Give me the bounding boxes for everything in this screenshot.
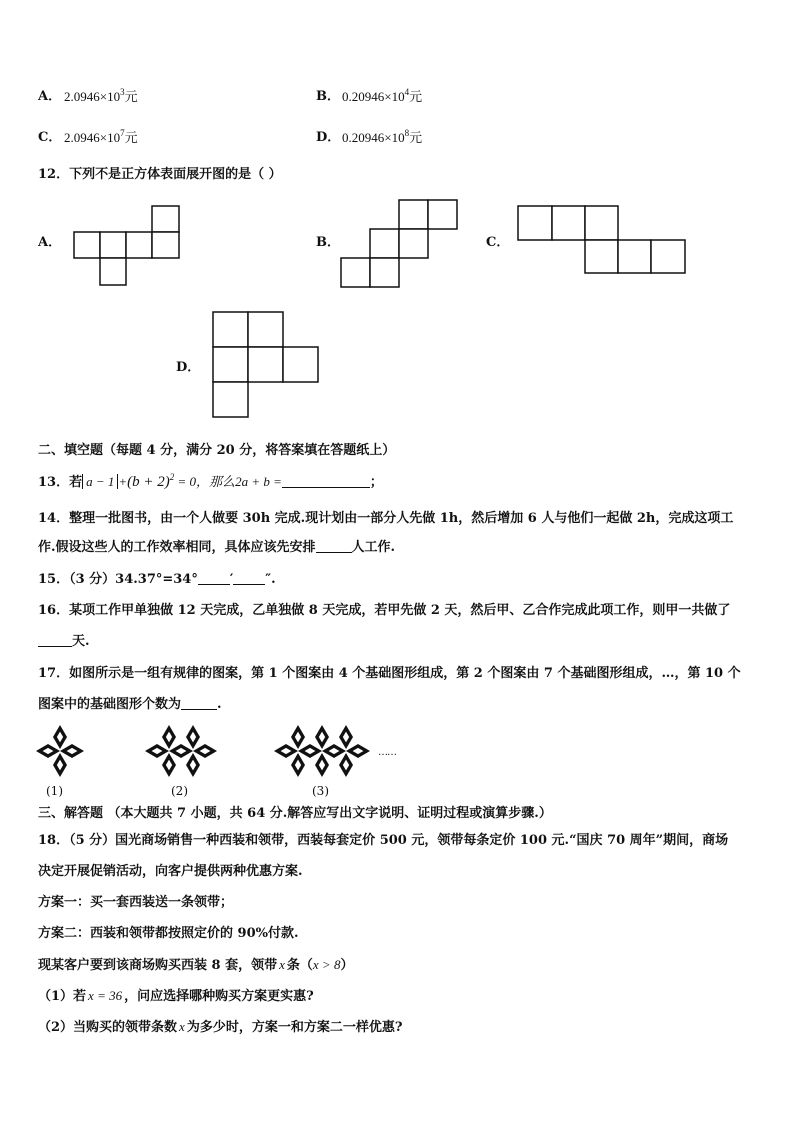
pattern-diamond <box>53 753 67 777</box>
q16-line2: 天. <box>38 634 90 650</box>
q18-sub2: （2）当购买的领带条数 x 为多少时，方案一和方案二一样优惠? <box>38 1019 403 1035</box>
q17-line2: 图案中的基础图形个数为 . <box>38 697 222 712</box>
option-d-value: $0.20946\times 10^8$元 <box>342 128 423 145</box>
pattern-diamond <box>291 753 305 777</box>
q17-line1: 17．如图所示是一组有规律的图案，第 1 个图案由 4 个基础图形组成，第 2 个图案由 7 个基础图形组成，…，第 10 个 <box>38 666 741 681</box>
pattern-caption-2: (2) <box>171 784 188 798</box>
option-a-label: A． <box>38 89 62 104</box>
q18-plan1: 方案一：买一套西装送一条领带； <box>38 895 234 910</box>
q18-line5: 现某客户要到该商场购买西装 8 套，领带 x 条（x > 8） <box>38 957 354 973</box>
q18-sub1: （1）若 x = 36 ，问应选择哪种购买方案更实惠? <box>38 988 314 1004</box>
option-d-label: D． <box>316 130 341 145</box>
pattern-diamond <box>339 753 353 777</box>
pattern-diamond <box>53 725 67 749</box>
q12-stem: 12．下列不是正方体表面展开图的是（ ） <box>38 167 282 182</box>
pattern-caption-1: (1) <box>46 784 63 798</box>
pattern-diamond <box>193 744 217 758</box>
pattern-diamond <box>145 744 169 758</box>
q12-option-a-label: A． <box>38 235 62 250</box>
q12-option-d-label: D． <box>176 360 201 375</box>
option-a-value: $2.0946\times 10^3$元 <box>64 87 138 104</box>
option-c-label: C． <box>38 130 62 145</box>
q18-line1: 18．（5 分）国光商场销售一种西装和领带，西装每套定价 500 元，领带每条定价 100 元.“国庆 70 周年”期间，商场 <box>38 833 729 848</box>
q12-option-c-label: C． <box>486 235 510 250</box>
pattern-ellipsis: …… <box>378 747 396 758</box>
section3-title: 三、解答题 （本大题共 7 小题，共 64 分.解答应写出文字说明、证明过程或演算步骤.） <box>38 806 552 821</box>
q18-line2: 决定开展促销活动，向客户提供两种优惠方案. <box>38 864 303 879</box>
pattern-diamond <box>162 753 176 777</box>
option-b-label: B． <box>316 89 340 104</box>
section2-title: 二、填空题（每题 4 分，满分 20 分，将答案填在答题纸上） <box>38 443 396 458</box>
pattern-diamond <box>298 744 322 758</box>
q12-option-b-label: B． <box>316 235 340 250</box>
pattern-diamond <box>315 753 329 777</box>
pattern-diamond <box>339 725 353 749</box>
q13-text: 13．若 $a - 1 +(b + 2)^2 = 0$，那么2a + b = ； <box>38 472 383 490</box>
q14-line1: 14．整理一批图书，由一个人做要 30h 完成.现计划由一部分人先做 1h，然后增加 6 人与他们一起做 2h，完成这项工 <box>38 511 734 526</box>
pattern-diamond <box>162 725 176 749</box>
q18-plan2: 方案二：西装和领带都按照定价的 90%付款. <box>38 926 299 941</box>
pattern-diamond <box>322 744 346 758</box>
pattern-diamond <box>36 744 60 758</box>
pattern-diamond <box>60 744 84 758</box>
pattern-diamond <box>169 744 193 758</box>
pattern-diamond <box>291 725 305 749</box>
pattern-caption-3: (3) <box>312 784 329 798</box>
pattern-diamond <box>186 753 200 777</box>
q14-line2: 作.假设这些人的工作效率相同，具体应该先安排 人工作. <box>38 540 396 555</box>
option-c-value: $2.0946\times 10^7$元 <box>64 128 138 145</box>
pattern-diamond <box>315 725 329 749</box>
pattern-diamond <box>346 744 370 758</box>
q16-line1: 16．某项工作甲单独做 12 天完成，乙单独做 8 天完成，若甲先做 2 天，然后甲、乙合作完成此项工作，则甲一共做了 <box>38 603 731 618</box>
q15-text: 15．（3 分）34.37°=34° ′ ″. <box>38 572 276 587</box>
pattern-diamond <box>274 744 298 758</box>
pattern-diamond <box>186 725 200 749</box>
option-b-value: $0.20946\times 10^4$元 <box>342 87 423 104</box>
